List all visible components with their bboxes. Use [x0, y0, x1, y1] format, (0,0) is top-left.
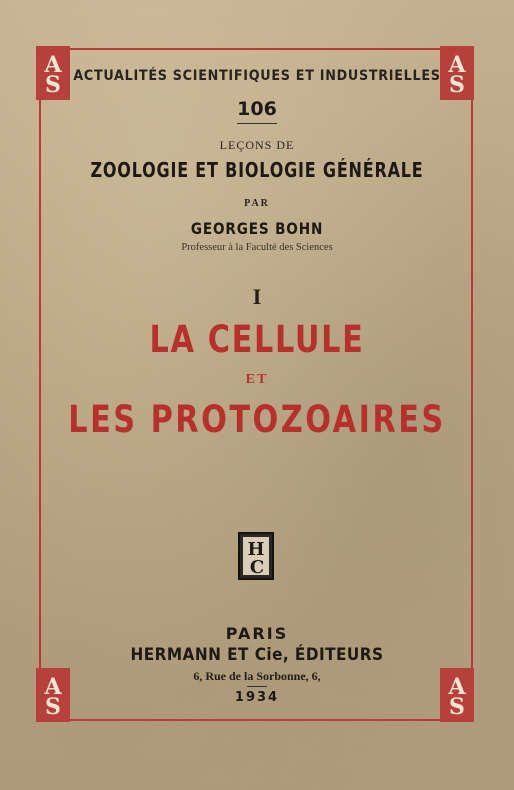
subject-heading: ZOOLOGIE ET BIOLOGIE GÉNÉRALE	[90, 158, 424, 182]
svg-text:S: S	[449, 72, 465, 96]
publisher-address: 6, Rue de la Sorbonne, 6,	[193, 669, 321, 683]
publisher-city: PARIS	[225, 624, 289, 643]
publisher-name: HERMANN ET Cie, ÉDITEURS	[130, 645, 384, 665]
svg-text:A: A	[44, 674, 62, 700]
hc-monogram-icon	[238, 532, 274, 580]
author-name: GEORGES BOHN	[190, 219, 324, 238]
svg-text:S: S	[45, 72, 61, 96]
author-affiliation: Professeur à la Faculté des Sciences	[181, 242, 333, 253]
year-rule	[247, 686, 267, 687]
number-underline	[237, 123, 277, 124]
publication-year: 1934	[234, 690, 280, 705]
svg-text:A: A	[44, 52, 62, 78]
svg-text:H: H	[247, 539, 265, 560]
svg-text:A: A	[448, 52, 466, 78]
series-number: 106	[237, 98, 277, 120]
svg-text:S: S	[45, 694, 61, 718]
lecons-de-label: LEÇONS DE	[219, 138, 295, 152]
svg-text:C: C	[249, 557, 265, 576]
par-label: PAR	[244, 198, 270, 209]
volume-number: I	[252, 284, 262, 309]
title-conjunction: ET	[245, 372, 269, 387]
svg-text:A: A	[448, 674, 466, 700]
title-line-2: LES PROTOZOAIRES	[68, 398, 446, 441]
title-line-1: LA CELLULE	[149, 318, 365, 361]
series-title: ACTUALITÉS SCIENTIFIQUES ET INDUSTRIELLES	[73, 68, 441, 84]
svg-text:S: S	[449, 694, 465, 718]
